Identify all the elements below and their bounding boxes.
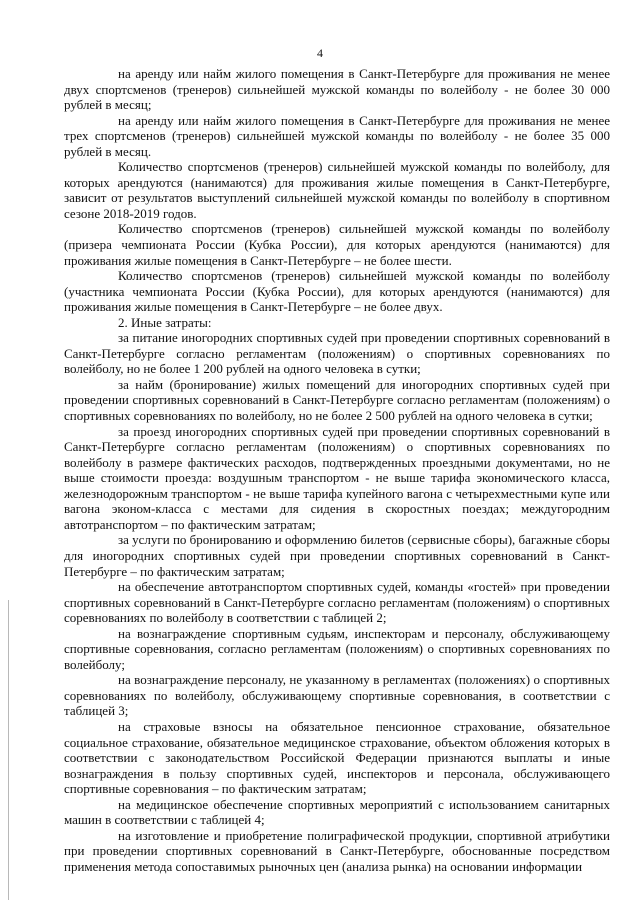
paragraph: на аренду или найм жилого помещения в Санкт-Петербурге для проживания не менее двух спортсменов (тренеров) сильнейшей мужской команды по волейболу - не более 30 000 рублей в месяц; — [64, 66, 610, 113]
list-item: на медицинское обеспечение спортивных мероприятий с использованием санитарных машин в соответствии с таблицей 4; — [64, 796, 610, 828]
list-item: за услуги по бронированию и оформлению билетов (сервисные сборы), багажные сборы для иногородних спортивных судей при проведении спортивных соревнований в Санкт-Петербурге – по фактическим затратам; — [64, 532, 610, 579]
page-number: 4 — [317, 46, 323, 60]
list-item: на вознаграждение персоналу, не указанному в регламентах (положениях) о спортивных соревнованиях по волейболу, обслуживающему спортивные соревнования, в соответствии с таблицей 3; — [64, 672, 610, 719]
paragraph: Количество спортсменов (тренеров) сильнейшей мужской команды по волейболу, для которых арендуются (нанимаются) для проживания жилые помещения в Санкт-Петербурге, зависит от результатов выступлений сильнейшей мужской команды по волейболу в спортивном сезоне 2018-2019 годов. — [64, 159, 610, 221]
paragraph: Количество спортсменов (тренеров) сильнейшей мужской команды по волейболу (призера чемпионата России (Кубка России), для которых арендуются (нанимаются) для проживания жилые помещения в Санкт-Петербурге – не более шести. — [64, 221, 610, 268]
paragraph: на аренду или найм жилого помещения в Санкт-Петербурге для проживания не менее трех спортсменов (тренеров) сильнейшей мужской команды по волейболу - не более 35 000 рублей в месяц. — [64, 112, 610, 159]
list-item: за найм (бронирование) жилых помещений для иногородних спортивных судей при проведении спортивных соревнований в Санкт-Петербурге согласно регламентам (положениям) о спортивных соревнованиях по волейболу, но не более 2 500 рублей на одного человека в сутки; — [64, 376, 610, 424]
list-item: на изготовление и приобретение полиграфической продукции, спортивной атрибутики при проведении спортивных соревнований в Санкт-Петербурге, обоснованные посредством применения метода сопоставимых рыночных цен (анализа рынка) на основании информации — [64, 827, 610, 874]
section-heading: 2. Иные затраты: — [118, 314, 212, 330]
list-item: на страховые взносы на обязательное пенсионное страхование, обязательное социальное страхование, обязательное медицинское страхование, объектом обложения которых в соответствии с законодательством Российской Федерации признаются выплаты и иные вознаграждения в пользу спортивных судей, инспекторов и персонала, обслуживающего спортивные соревнования – по фактическим затратам; — [64, 718, 610, 797]
list-item: на вознаграждение спортивным судьям, инспекторам и персоналу, обслуживающему спортивные соревнования, согласно регламентам (положениям) о спортивных соревнованиях по волейболу; — [64, 625, 610, 672]
list-item: за питание иногородних спортивных судей при проведении спортивных соревнований в Санкт-Петербурге согласно регламентам (положениям) о спортивных соревнованиях по волейболу, но не более 1 200 рублей на одного человека в сутки; — [64, 330, 610, 377]
list-item: на обеспечение автотранспортом спортивных судей, команды «гостей» при проведении спортивных соревнований в Санкт-Петербурге согласно регламентам (положениям) о спортивных соревнованиях по волейболу в соответствии с таблицей 2; — [64, 579, 610, 626]
document-body — [64, 66, 610, 874]
scan-edge-line — [8, 600, 9, 900]
list-item: за проезд иногородних спортивных судей при проведении спортивных соревнований в Санкт-Петербурге согласно регламентам (положениям) о спортивных соревнованиях по волейболу в размере фактических расходов, подтвержденных проездными документами, но не выше стоимости проезда: воздушным транспортом - не выше тарифа экономического класса, железнодорожным транспортом - не выше тарифа купейного вагона с четырехместными купе или вагона эконом-класса с местами для сидения в скоростных поездах; междугородним автотранспортом – по фактическим затратам; — [64, 423, 610, 532]
paragraph: Количество спортсменов (тренеров) сильнейшей мужской команды по волейболу (участника чемпионата России (Кубка России), для которых арендуются (нанимаются) для проживания жилые помещения в Санкт-Петербурге – не более двух. — [64, 268, 610, 315]
